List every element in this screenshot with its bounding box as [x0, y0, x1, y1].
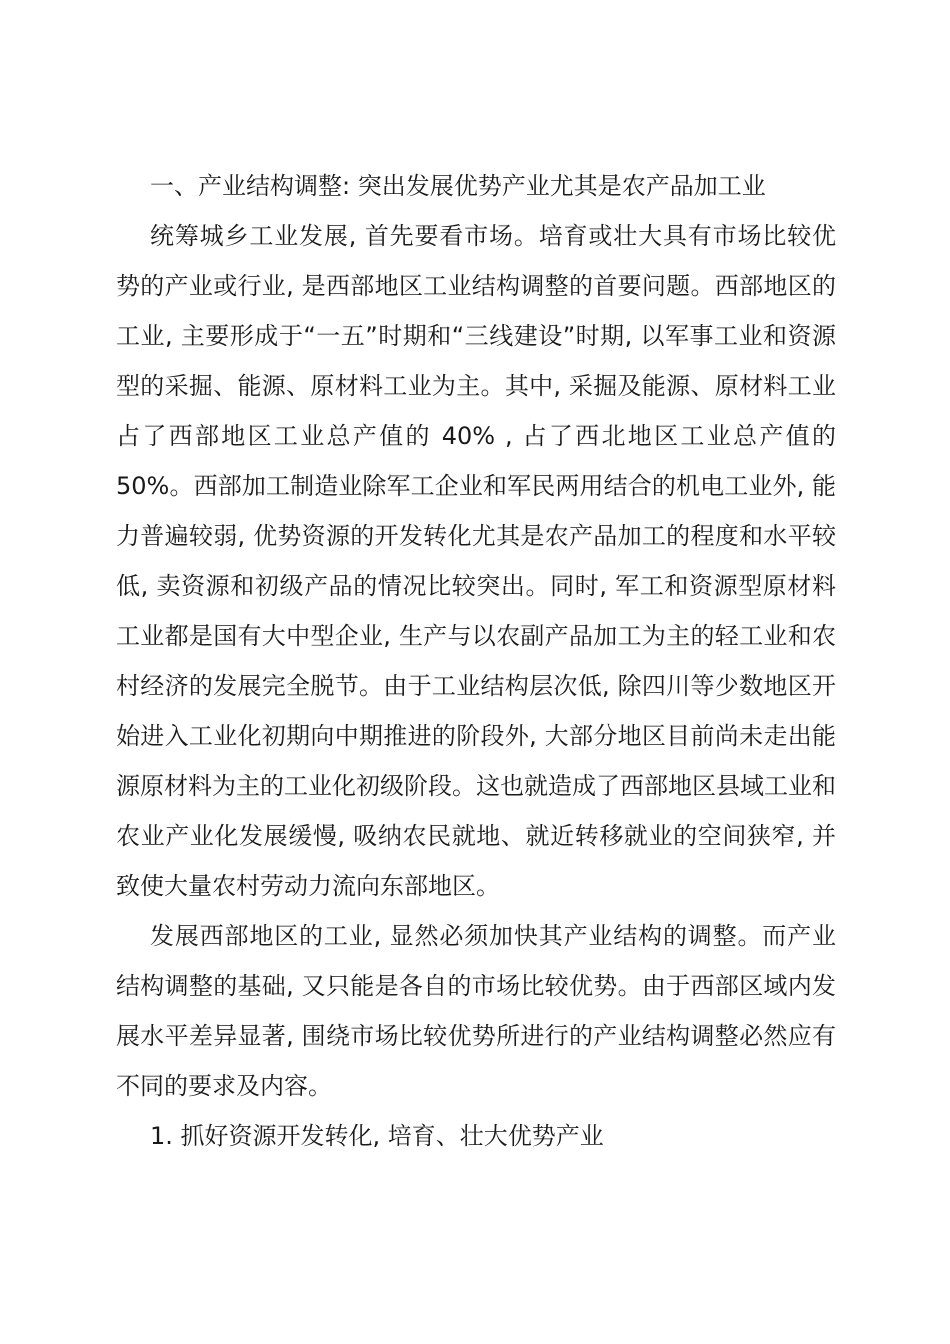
- body-paragraph-2: 发展西部地区的工业, 显然必须加快其产业结构的调整。而产业结构调整的基础, 又只能是各自的市场比较优势。由于西部区域内发展水平差异显著, 围绕市场比较优势所进行的产业结构调整必然应有不同的要求及内容。: [116, 922, 836, 1100]
- document-body: [116, 161, 836, 1161]
- subsection-heading: 1. 抓好资源开发转化, 培育、壮大优势产业: [150, 1122, 604, 1150]
- body-paragraph-1: 统筹城乡工业发展, 首先要看市场。培育或壮大具有市场比较优势的产业或行业, 是西部地区工业结构调整的首要问题。西部地区的工业, 主要形成于“一五”时期和“三线建设”时期, 以军事工业和资源型的采掘、能源、原材料工业为主。其中, 采掘及能源、原材料工业占了西部地区工业总产值的 40% , 占了西北地区工业总产值的 50%。西部加工制造业除军工企业和军民两用结合的机电工业外, 能力普遍较弱, 优势资源的开发转化尤其是农产品加工的程度和水平较低, 卖资源和初级产品的情况比较突出。同时, 军工和资源型原材料工业都是国有大中型企业, 生产与以农副产品加工为主的轻工业和农村经济的发展完全脱节。由于工业结构层次低, 除四川等少数地区开始进入工业化初期向中期推进的阶段外, 大部分地区目前尚未走出能源原材料为主的工业化初级阶段。这也就造成了西部地区县域工业和农业产业化发展缓慢, 吸纳农民就地、就近转移就业的空间狭窄, 并致使大量农村劳动力流向东部地区。: [116, 222, 836, 900]
- section-heading: 一、产业结构调整: 突出发展优势产业尤其是农产品加工业: [150, 172, 766, 200]
